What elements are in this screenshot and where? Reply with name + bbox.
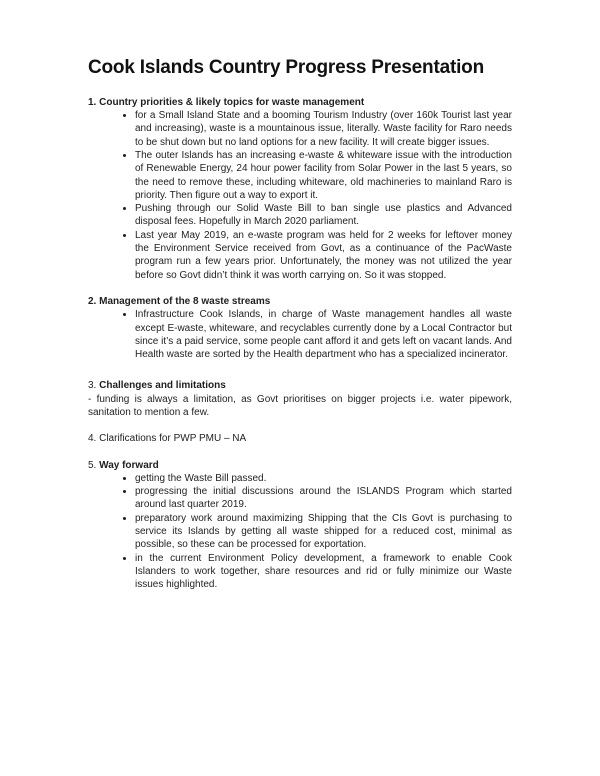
bullet-item: • progressing the initial discussions around the ISLANDS Program which started around last quarter 2019. [135,485,512,512]
section-5-number: 5. [88,459,97,471]
section-2-heading [88,295,512,308]
bullet-item: • getting the Waste Bill passed. [135,472,512,485]
spacer [88,446,512,459]
section-1-title: Country priorities & likely topics for waste management [99,96,365,108]
section-2-bullet-list [88,308,512,361]
section-5-title: Way forward [99,459,159,471]
spacer [88,361,512,379]
section-3-body: - funding is always a limitation, as Govt prioritises on bigger projects i.e. water pipework, sanitation to mention a few. [88,393,512,418]
section-5-bullet-list [88,472,512,592]
bullet-item: • in the current Environment Policy development, a framework to enable Cook Islanders to work together, share resources and rid or fully minimize our Waste issues highlighted. [135,552,512,592]
bullet-item: • preparatory work around maximizing Shipping that the CIs Govt is purchasing to service its Islands by getting all waste shipped for a reduced cost, minimal as possible, so these can be processed for exportation. [135,512,512,552]
page-title: Cook Islands Country Progress Presentation [88,57,484,78]
section-5-heading [88,459,512,472]
section-4-text: 4. Clarifications for PWP PMU – NA [88,433,247,445]
bullet-item: • The outer Islands has an increasing e-waste & whiteware issue with the introduction of Renewable Energy, 24 hour power facility from Solar Power in the last 5 years, so the need to remove these, including whiteware, old machineries to mainland Raro is priority. Then figure out a way to export it. [135,149,512,202]
section-3-title: Challenges and limitations [99,380,226,392]
spacer [88,419,512,432]
bullet-item: • Pushing through our Solid Waste Bill to ban single use plastics and Advanced disposal fees. Hopefully in March 2020 parliament. [135,202,512,229]
spacer [88,282,512,295]
bullet-item: • Infrastructure Cook Islands, in charge of Waste management handles all waste except E-waste, whiteware, and recyclables currently done by a Local Contractor but since it’s a paid service, some people cant afford it and gets left on vacant lands. And Health waste are sorted by the Health department who has a specialized incinerator. [135,308,512,361]
section-1-bullet-list [88,109,512,282]
bullet-item: • for a Small Island State and a booming Tourism Industry (over 160k Tourist last year and increasing), waste is a mountainous issue, literally. Waste facility for Raro needs to be shut down but no land options for a new facility. It will create bigger issues. [135,109,512,149]
section-3-number: 3. [88,380,97,392]
section-1-number: 1. [88,96,97,108]
bullet-item: • Last year May 2019, an e-waste program was held for 2 weeks for leftover money the Environment Service received from Govt, as a continuance of the PacWaste program run a few years prior. Unfortunately, the money was not utilized the year before so Govt didn’t think it was worth carrying on. So it was stopped. [135,229,512,282]
section-2-title: Management of the 8 waste streams [99,295,271,307]
section-1-heading [88,96,512,109]
section-2-number: 2. [88,295,97,307]
section-3-heading [88,379,512,392]
